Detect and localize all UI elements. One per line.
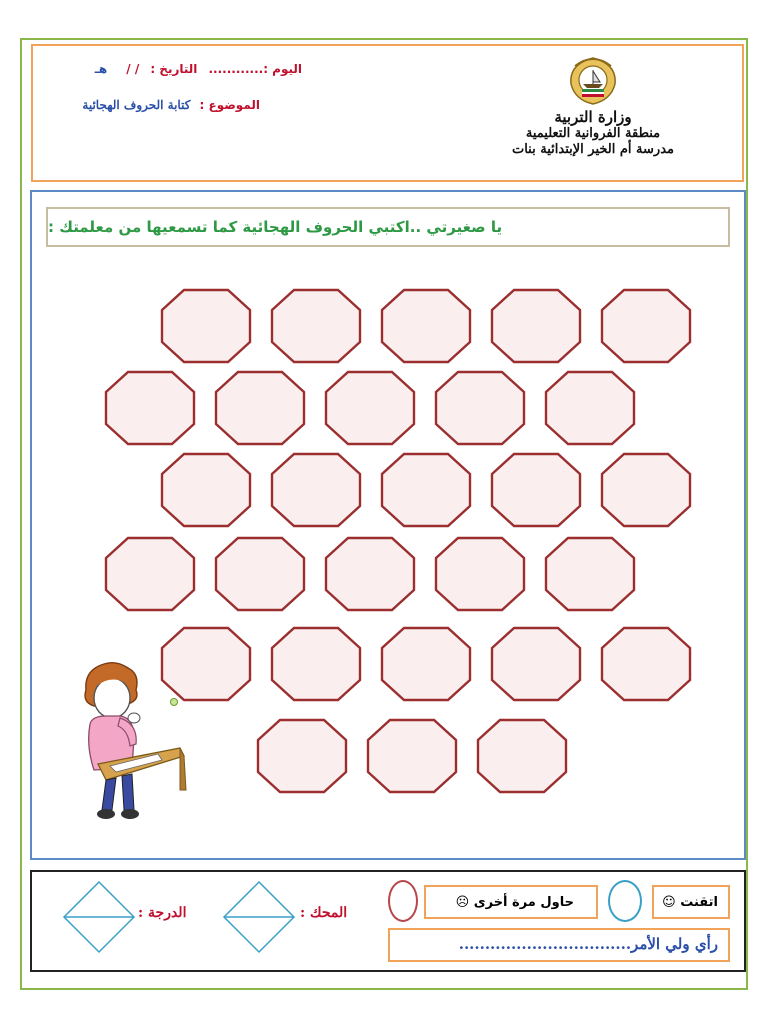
- letter-cell[interactable]: [490, 626, 582, 702]
- letter-cell[interactable]: [324, 370, 416, 446]
- try-again-box: [424, 885, 598, 919]
- letter-cell[interactable]: [214, 536, 306, 612]
- letter-cell[interactable]: [270, 452, 362, 528]
- date-line: [95, 58, 302, 77]
- subject-label: الموضوع :: [199, 98, 260, 112]
- letter-cell[interactable]: [214, 370, 306, 446]
- date-label: التاريخ :: [150, 62, 198, 76]
- letter-cell[interactable]: [600, 626, 692, 702]
- criterion-label: المحك :: [300, 905, 348, 921]
- header-box: [31, 44, 744, 182]
- subject-value: كتابة الحروف الهجائية: [82, 98, 191, 112]
- letter-cell[interactable]: [600, 452, 692, 528]
- mastered-label: اتقنت ☺: [662, 895, 718, 910]
- letter-cell[interactable]: [380, 626, 472, 702]
- letter-cell[interactable]: [104, 370, 196, 446]
- letter-cell[interactable]: [324, 536, 416, 612]
- mastered-circle[interactable]: [608, 880, 642, 922]
- hijri-mark: هـ: [94, 62, 108, 76]
- parent-opinion-line[interactable]: رأي ولي الأمر.................................: [458, 935, 718, 953]
- letter-cell[interactable]: [270, 288, 362, 364]
- letter-cell[interactable]: [366, 718, 458, 794]
- kuwait-emblem-icon: [565, 54, 621, 108]
- letter-cell[interactable]: [104, 536, 196, 612]
- letter-cell[interactable]: [600, 288, 692, 364]
- parent-opinion-box: [388, 928, 730, 962]
- letter-cell[interactable]: [380, 452, 472, 528]
- region-name: منطقة الفروانية التعليمية: [525, 126, 661, 141]
- letter-cell[interactable]: [270, 626, 362, 702]
- letter-cell[interactable]: [490, 452, 582, 528]
- grade-diamond[interactable]: [62, 880, 136, 954]
- criterion-diamond[interactable]: [222, 880, 296, 954]
- letter-cell[interactable]: [256, 718, 348, 794]
- letter-cell[interactable]: [380, 288, 472, 364]
- try-again-label: حاول مرة أخرى ☹: [455, 895, 574, 910]
- letter-cell[interactable]: [434, 370, 526, 446]
- instruction-box: يا صغيرتي ..اكتبي الحروف الهجائية كما تسمعيها من معلمتك :: [46, 207, 730, 247]
- date-slashes: / /: [126, 62, 140, 76]
- letter-cell[interactable]: [160, 288, 252, 364]
- thinking-child-icon: [76, 660, 196, 830]
- letter-cell[interactable]: [544, 536, 636, 612]
- day-label: اليوم :............: [208, 62, 302, 76]
- letter-cell[interactable]: [544, 370, 636, 446]
- subject-line: [82, 94, 260, 113]
- letter-cell[interactable]: [490, 288, 582, 364]
- letter-cell[interactable]: [160, 452, 252, 528]
- letter-cell[interactable]: [476, 718, 568, 794]
- mastered-box: [652, 885, 730, 919]
- ministry-name: وزارة التربية: [554, 108, 632, 126]
- letter-cell[interactable]: [434, 536, 526, 612]
- grade-label: الدرجة :: [138, 905, 187, 921]
- school-name: مدرسة أم الخير الإبتدائية بنات: [511, 142, 674, 157]
- try-again-circle[interactable]: [388, 880, 418, 922]
